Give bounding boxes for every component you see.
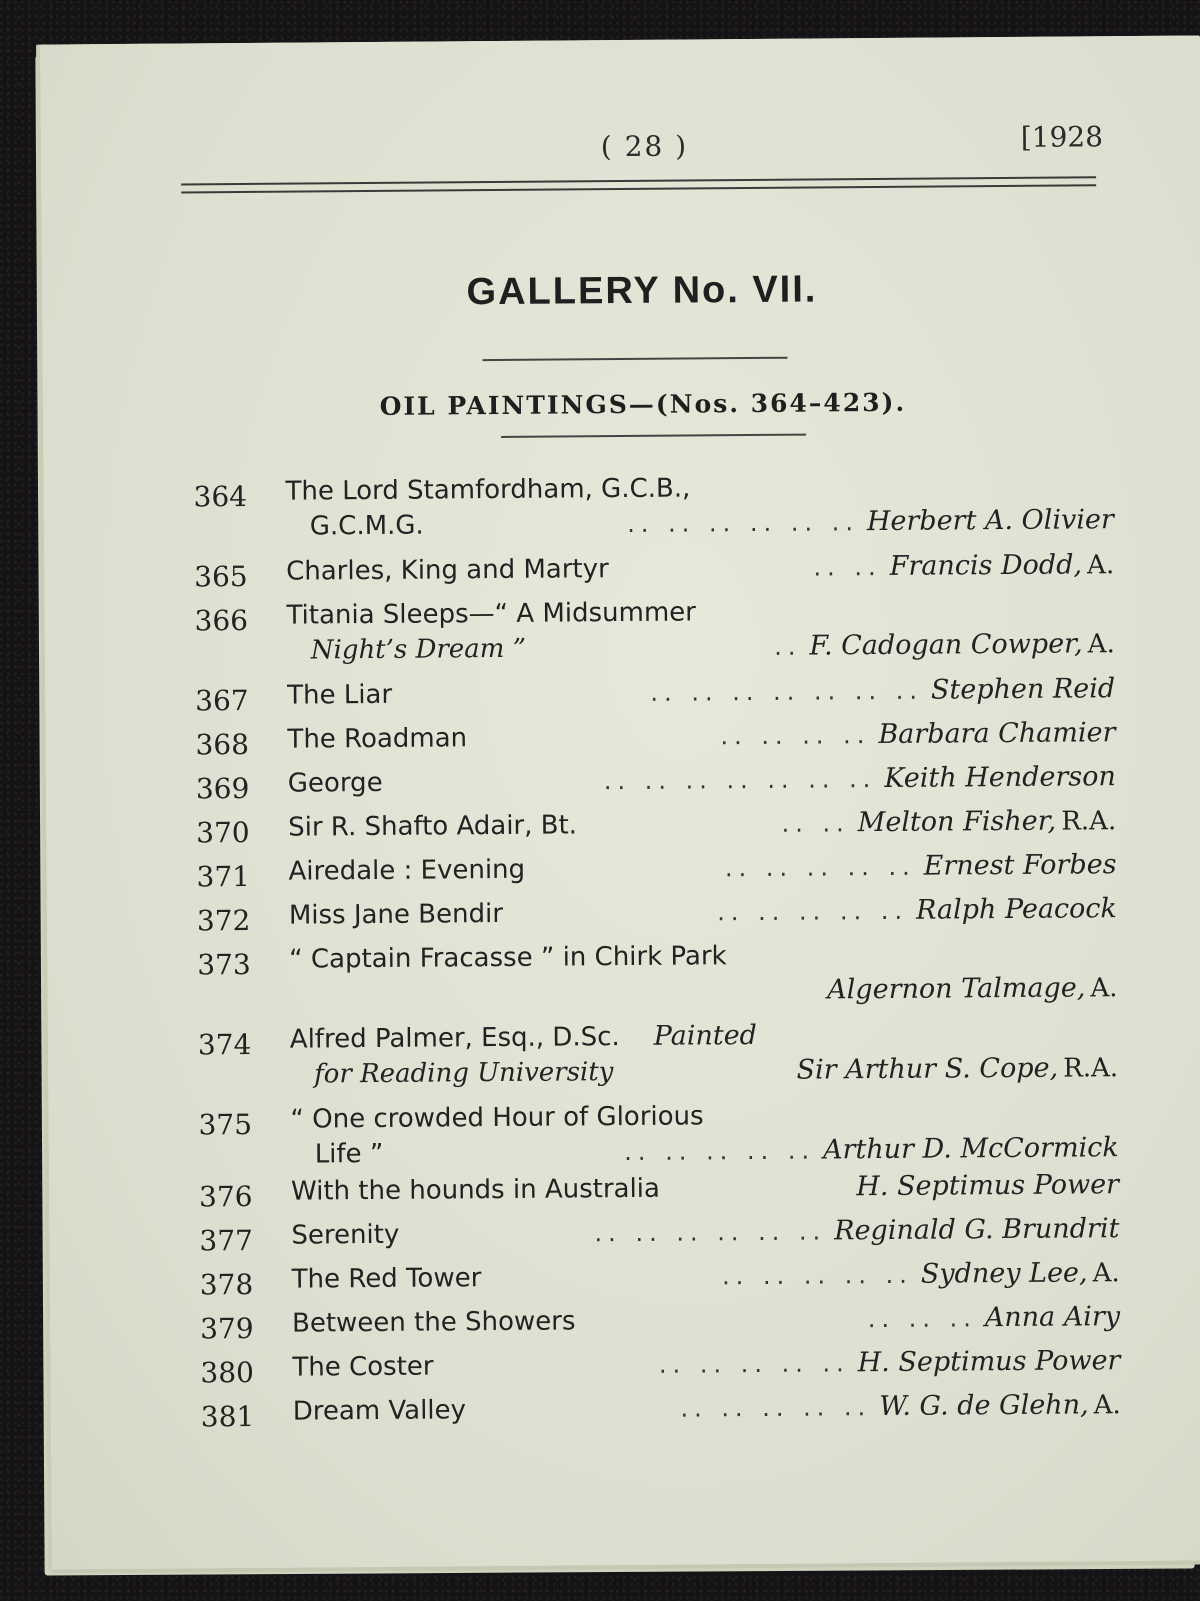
entry-artist: Melton Fisher, xyxy=(857,805,1057,839)
entry-artist: Reginald G. Brundrit xyxy=(834,1213,1120,1247)
entry-number: 370 xyxy=(196,815,250,850)
leader-dots: .. .. .. .. .. .. .. xyxy=(603,765,877,796)
entry-title-continued: for Reading University xyxy=(314,1057,614,1090)
entry-title: “ One crowded Hour of Glorious xyxy=(290,1101,704,1135)
entry-number: 369 xyxy=(195,771,250,806)
entry-title: Dream Valley xyxy=(292,1395,467,1427)
leader-dots: .. .. .. .. .. xyxy=(717,896,909,927)
leader-dots: .. .. .. .. .. xyxy=(658,1349,850,1379)
leader-dots: .. .. .. .. .. xyxy=(680,1393,872,1423)
entry-title: “ Captain Fracasse ” in Chirk Park xyxy=(289,941,727,975)
list-item xyxy=(198,1014,1119,1093)
entry-honour: A. xyxy=(1087,629,1115,660)
entry-title: Sir R. Shafto Adair, Bt. xyxy=(288,810,578,843)
leader-dots: .. .. xyxy=(781,809,850,838)
list-item xyxy=(196,846,1117,894)
page-header xyxy=(41,120,1200,174)
entry-number: 381 xyxy=(200,1399,255,1434)
leader-dots: .. .. .. .. .. xyxy=(721,1260,913,1291)
entry-number: 377 xyxy=(199,1223,254,1258)
section-subtitle: OIL PAINTINGS—(Nos. 364–423). xyxy=(379,387,907,421)
entry-title: George xyxy=(287,767,383,799)
list-item xyxy=(199,1298,1121,1346)
entry-number: 364 xyxy=(193,479,248,514)
entry-number: 376 xyxy=(198,1179,253,1214)
entry-artist: H. Septimus Power xyxy=(856,1169,1120,1203)
entry-title: Between the Showers xyxy=(291,1306,576,1339)
entry-title: Miss Jane Bendir xyxy=(288,898,504,931)
leader-dots: .. .. .. .. .. .. .. xyxy=(650,676,924,707)
year-marker: [1928 xyxy=(1020,120,1104,154)
entry-artist: Ralph Peacock xyxy=(915,893,1117,926)
list-item xyxy=(198,1094,1119,1173)
entry-title: Airedale : Evening xyxy=(288,854,526,887)
entry-number: 365 xyxy=(194,559,248,594)
entry-title-continued: Night’s Dream ” xyxy=(310,633,527,666)
list-item xyxy=(199,1254,1120,1302)
subtitle-rule xyxy=(501,434,806,438)
list-item xyxy=(196,890,1117,938)
page-number: ( 28 ) xyxy=(600,129,689,164)
entry-artist: Algernon Talmage, xyxy=(827,972,1086,1006)
entry-artist: F. Cadogan Cowper, xyxy=(809,628,1083,662)
list-item xyxy=(195,670,1116,718)
list-item xyxy=(196,802,1117,850)
entry-artist: Arthur D. McCormick xyxy=(822,1132,1119,1166)
entry-honour: A. xyxy=(1090,973,1118,1004)
list-item xyxy=(195,714,1116,762)
entry-number: 367 xyxy=(195,683,249,718)
entry-artist: Sir Arthur S. Cope, xyxy=(796,1052,1059,1086)
gallery-title: GALLERY No. VII. xyxy=(466,268,818,314)
entry-number: 379 xyxy=(199,1311,254,1346)
leader-dots: .. .. .. .. .. .. xyxy=(594,1217,827,1248)
leader-dots: .. .. .. .. .. .. xyxy=(627,508,860,538)
entry-artist: Sydney Lee, xyxy=(920,1257,1088,1290)
list-item xyxy=(200,1386,1121,1434)
entry-artist: Ernest Forbes xyxy=(923,849,1117,882)
leader-dots: .. .. .. .. xyxy=(720,721,871,751)
list-item xyxy=(199,1210,1120,1258)
entry-number: 371 xyxy=(196,859,251,894)
entry-title: Serenity xyxy=(291,1219,400,1251)
entry-title-continued: G.C.M.G. xyxy=(309,510,424,542)
list-item xyxy=(197,934,1118,1013)
entry-title: The Liar xyxy=(287,679,393,711)
entry-number: 378 xyxy=(199,1267,254,1302)
entry-title: The Red Tower xyxy=(291,1263,482,1295)
entry-title: The Coster xyxy=(292,1351,434,1383)
entry-number: 374 xyxy=(197,1027,252,1062)
entry-artist: Keith Henderson xyxy=(884,761,1116,794)
list-item xyxy=(194,590,1115,669)
entry-honour: A. xyxy=(1086,550,1115,581)
entry-title: Charles, King and Martyr xyxy=(286,554,609,587)
entry-title-continued: Life ” xyxy=(314,1138,384,1170)
entry-number: 380 xyxy=(200,1355,255,1390)
entry-honour: R.A. xyxy=(1061,806,1117,837)
list-item xyxy=(193,466,1114,545)
leader-dots: .. .. .. xyxy=(867,1304,977,1334)
entry-title-note: Painted xyxy=(653,1019,758,1052)
list-item xyxy=(195,758,1116,806)
entry-artist: Barbara Chamier xyxy=(878,717,1116,751)
entry-title: Alfred Palmer, Esq., D.Sc. xyxy=(289,1022,620,1055)
list-item xyxy=(194,546,1115,594)
entry-honour: R.A. xyxy=(1063,1053,1119,1084)
entry-title: The Roadman xyxy=(287,723,468,755)
entry-artist: Stephen Reid xyxy=(930,673,1116,706)
painting-list xyxy=(193,466,1121,1434)
entry-artist: H. Septimus Power xyxy=(857,1345,1121,1379)
entry-title: The Lord Stamfordham, G.C.B., xyxy=(285,473,691,507)
entry-artist: Anna Airy xyxy=(984,1301,1121,1334)
entry-honour: A. xyxy=(1093,1390,1121,1421)
title-rule xyxy=(483,357,788,361)
entry-title: Titania Sleeps—“ A Midsummer xyxy=(286,597,697,631)
entry-number: 366 xyxy=(194,603,249,638)
entry-artist: W. G. de Glehn, xyxy=(879,1389,1089,1423)
entry-artist: Francis Dodd, xyxy=(889,549,1083,582)
leader-dots: .. xyxy=(774,632,802,661)
entry-number: 372 xyxy=(196,903,251,938)
catalogue-page xyxy=(40,35,1200,1569)
entry-number: 368 xyxy=(195,727,250,762)
entry-honour: A. xyxy=(1092,1258,1120,1289)
list-item xyxy=(198,1166,1120,1214)
entry-artist: Herbert A. Olivier xyxy=(866,504,1114,538)
entry-title: With the hounds in Australia xyxy=(290,1173,661,1207)
leader-dots: .. .. xyxy=(813,552,882,582)
leader-dots: .. .. .. .. .. xyxy=(624,1136,816,1167)
entry-number: 373 xyxy=(197,947,251,982)
list-item xyxy=(200,1342,1121,1390)
leader-dots: .. .. .. .. .. xyxy=(724,852,916,883)
header-double-rule xyxy=(181,176,1096,193)
entry-number: 375 xyxy=(198,1107,253,1142)
